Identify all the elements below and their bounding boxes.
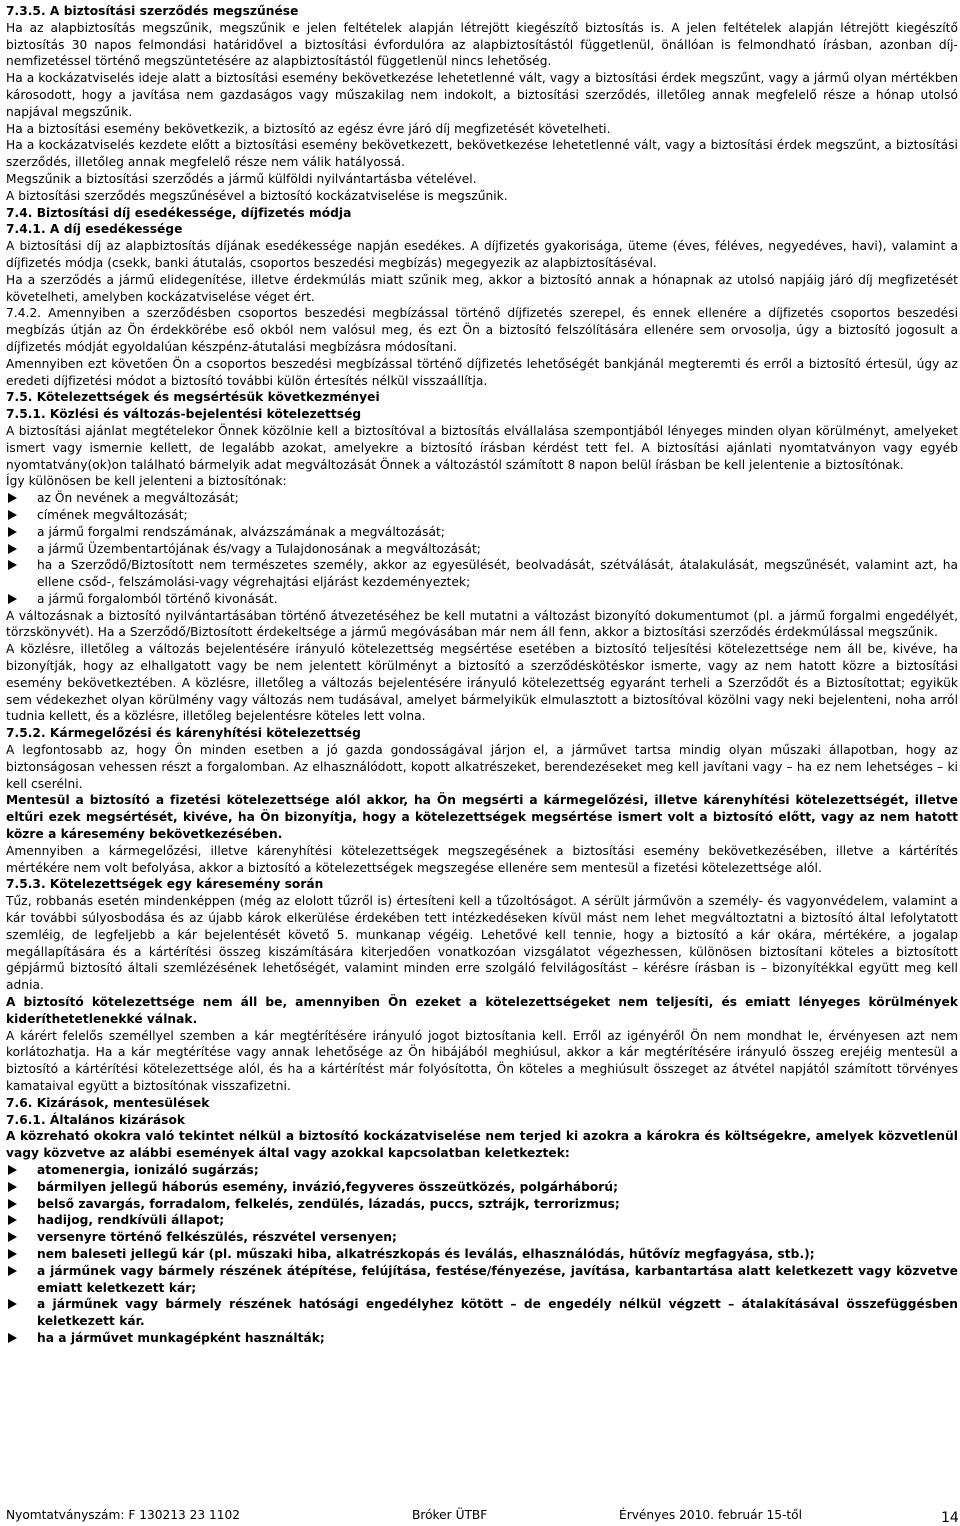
list-item: ha a járművet munkagépként használták;	[6, 1330, 958, 1347]
paragraph: Ha a szerződés a jármű elidegenítése, illetve érdekmúlás miatt szűnik meg, akkor a biztosító annak a hónapnak az utolsó napjáig járó díj megfizetését követelheti, amelyben kockázatviselése véget ért.	[6, 272, 958, 304]
list-item: bármilyen jellegű háborús esemény, invázió,fegyveres összeütközés, polgárháború;	[6, 1179, 958, 1196]
page-number: 14	[941, 1510, 959, 1526]
list-item: a jármű forgalomból történő kivonását.	[6, 591, 958, 608]
paragraph: Megszűnik a biztosítási szerződés a jármű külföldi nyilvántartásba vételével.	[6, 171, 477, 186]
list-item: a járműnek vagy bármely részének átépítése, felújítása, festése/fényezése, javítása, karbantartása alatt keletkezett vagy közvetve emiatt keletkezett kár;	[6, 1263, 958, 1297]
paragraph: A biztosítási ajánlat megtételekor Önnek közölnie kell a biztosítóval a biztosítás elvállalása szempontjából lényeges minden olyan körülményt, amelyeket ismert vagy ismernie kellett, de legalább azokat, amelyekre a biztosító írásban kérdést tett fel. A biztosítási ajánlati nyomtatványon vagy egyéb nyomtatvány(ok)on található bármelyik adat megváltozását Önnek a változástól számított 8 napon belül írásban be kell jelentenie a biztosítónak.	[6, 423, 958, 472]
paragraph: Ha az alapbiztosítás megszűnik, megszűnik e jelen feltételek alapján létrejött kiegészítő biztosítás is. A jelen feltételek alapján létrejött kiegészítő biztosítás 30 napos felmondási határidővel a biztosítási évfordulóra az alapbiztosítástól függetlenül, önállóan is felmondható írásban, azonban díj-nemfizetéssel történő megszüntetésére az alapbiztosítástól függetlenül nincs lehetőség.	[6, 20, 958, 69]
list-item: nem baleseti jellegű kár (pl. műszaki hiba, alkatrészkopás és leválás, elhasználódás, hűtővíz megfagyása, stb.);	[6, 1246, 958, 1263]
section-heading: 7.6. Kizárások, mentesülések	[6, 1095, 210, 1110]
section-heading: 7.5. Kötelezettségek és megsértésük következményei	[6, 390, 380, 405]
section-heading: 7.3.5. A biztosítási szerződés megszűnése	[6, 4, 299, 18]
paragraph: Tűz, robbanás esetén mindenképpen (még az elolott tűzről is) értesíteni kell a tűzoltóságot. A sérült járművön a személy- és vagyonvédelem, valamint a kár további súlyosbodása és az újabb károk elkerülése érdekében tett intézkedéseken kívül mást nem lehet megváltoztatni a biztosító által lefolytatott szemléig, de legfeljebb a kár bejelentését követő 5. munkanap végéig. Lehetővé kell tennie, hogy a biztosító a kár okára, mértékére, a jogalap megállapítására és a kártérítési összeg kiszámítására kiterjedően vonatkozóan vizsgálatot végezhessen, különösen biztosítani köteles a biztosított gépjármű biztosító általi szemlézésének lehetőségét, valamint minden erre szolgáló felvilágosítást – kérésre írásban is – bizonyítékkal együtt meg kell adnia.	[6, 894, 958, 993]
section-heading: 7.4.1. A díj esedékessége	[6, 222, 183, 237]
list-item: a jármű Üzembentartójának és/vagy a Tulajdonosának a megváltozását;	[6, 541, 958, 558]
footer-form-number: Nyomtatványszám: F 130213 23 1102	[6, 1508, 241, 1522]
footer-valid-from: Érvényes 2010. február 15-től	[619, 1508, 802, 1522]
bullet-list	[6, 1162, 958, 1347]
list-item: az Ön nevének a megváltozását;	[6, 490, 958, 507]
paragraph: Amennyiben ezt követően Ön a csoportos beszedési megbízással történő díjfizetés lehetőségét bankjánál megteremti és erről a biztosító értesül, úgy az eredeti díjfizetési módot a biztosító további külön értesítés nélkül visszaállítja.	[6, 356, 958, 388]
list-item: címének megváltozását;	[6, 507, 958, 524]
paragraph: Ha a biztosítási esemény bekövetkezik, a biztosító az egész évre járó díj megfizetését követelheti.	[6, 121, 611, 136]
bold-paragraph: Mentesül a biztosító a fizetési kötelezettsége alól akkor, ha Ön megsérti a kármegelőzési, illetve kárenyhítési kötelezettségét, illetve eltűri ezek megsértését, kivéve, ha Ön bizonyítja, hogy a kötelezettségek megsértése ismert volt a biztosító előtt, vagy az nem hatott közre a káresemény bekövetkezésében.	[6, 793, 958, 842]
page-footer	[6, 1508, 958, 1524]
paragraph: Így különösen be kell jelenteni a biztosítónak:	[6, 474, 287, 489]
paragraph: A kárért felelős személlyel szemben a kár megtérítésére irányuló jogot biztosítania kell. Erről az igényéről Ön nem mondhat le, érvényesen azt nem korlátozhatja. Ha a kár megtérítése vagy annak lehetősége az Ön hibájából meghiúsul, akkor a kár megtérítésére irányuló összeg erejéig mentesül a biztosító a kártérítési kötelezettsége alól, és ha a kártérítést már folyósította, Ön köteles a meghiúsult összeget az átvétel napjától számított törvényes kamataival együtt a biztosítónak visszafizetni.	[6, 1028, 958, 1093]
paragraph: Amennyiben a kármegelőzési, illetve kárenyhítési kötelezettségek megszegésének a biztosítási esemény bekövetkezésében, illetve a kártérítés mértékére nem volt befolyása, akkor a biztosító a kötelezettségek megszegése ellenére sem mentesül a fizetési kötelezettsége alól.	[6, 843, 958, 875]
section-heading: 7.5.2. Kármegelőzési és kárenyhítési kötelezettség	[6, 726, 361, 741]
list-item: ha a Szerződő/Biztosított nem természetes személy, akkor az egyesülését, beolvadását, szétválását, átalakulását, megszűnését, valamint azt, ha ellene csőd-, felszámolási-vagy végrehajtási eljárást kezdeményeztek;	[6, 557, 958, 591]
paragraph: Ha a kockázatviselés kezdete előtt a biztosítási esemény bekövetkezett, bekövetkezése lehetetlenné vált, vagy a biztosítási érdek megszűnt, a biztosítási szerződés, illetőleg annak megfelelő része nem válik hatályossá.	[6, 138, 958, 170]
paragraph: A változásnak a biztosító nyilvántartásában történő átvezetéséhez be kell mutatni a változást bizonyító dokumentumot (pl. a jármű forgalmi engedélyét, törzskönyvét). Ha a Szerződő/Biztosított érdekeltsége a jármű megóvásában már nem áll fenn, akkor a biztosítási szerződés érdekmúlással megszűnik.	[6, 608, 958, 640]
list-item: a járműnek vagy bármely részének hatósági engedélyhez kötött – de engedély nélkül végzett – átalakításával összefüggésben keletkezett kár.	[6, 1296, 958, 1330]
paragraph: A legfontosabb az, hogy Ön minden esetben a jó gazda gondosságával járjon el, a járművet tartsa mindig olyan műszaki állapotban, hogy az biztonságosan vehessen részt a forgalomban. Az elhasználódott, kopott alkatrészeket, berendezéseket meg kell javítani vagy – ha ez nem lehetséges – ki kell cserélni.	[6, 743, 958, 791]
paragraph: A közlésre, illetőleg a változás bejelentésére irányuló kötelezettség megsértése esetében a biztosító teljesítési kötelezettsége nem áll be, kivéve, ha bizonyítják, hogy az elhallgatott vagy be nem jelentett körülményt a biztosító a szerződéskötéskor ismerte, vagy az nem hatott közre a biztosítási esemény bekövetkeztében. A közlésre, illetőleg a változás bejelentésére irányuló kötelezettség egyaránt terheli a Szerződőt és a Biztosítottat; egyikük sem védekezhet olyan körülmény vagy változás nem tudásával, amelyet bármelyikük elmulasztott a biztosítóval közölni vagy neki bejelenteni, noha arról tudnia kellett, és a közlésre, illetőleg bejelentésre köteles lett volna.	[6, 642, 958, 724]
bullet-list	[6, 490, 958, 608]
footer-broker: Bróker ÜTBF	[412, 1508, 488, 1522]
bold-paragraph: A közreható okokra való tekintet nélkül a biztosító kockázatviselése nem terjed ki azokra a károkra és költségekre, amelyek közvetlenül vagy közvetve az alábbi események által vagy azokkal kapcsolatban keletkeztek:	[6, 1129, 958, 1161]
list-item: atomenergia, ionizáló sugárzás;	[6, 1162, 958, 1179]
list-item: belső zavargás, forradalom, felkelés, zendülés, lázadás, puccs, sztrájk, terrorizmus;	[6, 1196, 958, 1213]
paragraph: 7.4.2. Amennyiben a szerződésben csoportos beszedési megbízással történő díjfizetés szerepel, és ennek ellenére a díjfizetés csoportos beszedési megbízás útján az Ön érdekkörébe eső okból nem valósul meg, és ezt Ön a biztosító felszólítására ellenére sem orvosolja, úgy a biztosító jogosult a díjfizetés módját egyoldalúan készpénz-átutalási megbízásra módosítani.	[6, 306, 958, 354]
paragraph: A biztosítási szerződés megszűnésével a biztosító kockázatviselése is megszűnik.	[6, 188, 508, 203]
paragraph: A biztosítási díj az alapbiztosítás díjának esedékessége napján esedékes. A díjfizetés gyakorisága, üteme (éves, féléves, negyedéves, havi), valamint a díjfizetés módja (csekk, banki átutalás, csoportos beszedési megbízás) megegyezik az alapbiztosításéval.	[6, 239, 958, 270]
bold-paragraph: A biztosító kötelezettsége nem áll be, amennyiben Ön ezeket a kötelezettségeket nem teljesíti, és emiatt lényeges körülmények kideríthetetlenekké válnak.	[6, 995, 958, 1026]
paragraph: Ha a kockázatviselés ideje alatt a biztosítási esemény bekövetkezése lehetetlenné vált, vagy a biztosítási érdek megszűnt, vagy a jármű olyan mértékben károsodott, hogy a javítása nem gazdaságos vagy műszakilag nem indokolt, a biztosítási szerződés, illetőleg annak megfelelő része a hónap utolsó napjával megszűnik.	[6, 71, 958, 119]
section-heading: 7.5.3. Kötelezettségek egy káresemény során	[6, 877, 324, 892]
section-heading: 7.6.1. Általános kizárások	[6, 1112, 186, 1127]
document-body	[6, 3, 958, 1347]
list-item: versenyre történő felkészülés, részvétel versenyen;	[6, 1229, 958, 1246]
list-item: hadijog, rendkívüli állapot;	[6, 1212, 958, 1229]
section-heading: 7.4. Biztosítási díj esedékessége, díjfizetés módja	[6, 205, 352, 220]
list-item: a jármű forgalmi rendszámának, alvázszámának a megváltozását;	[6, 524, 958, 541]
section-heading: 7.5.1. Közlési és változás-bejelentési kötelezettség	[6, 407, 362, 422]
